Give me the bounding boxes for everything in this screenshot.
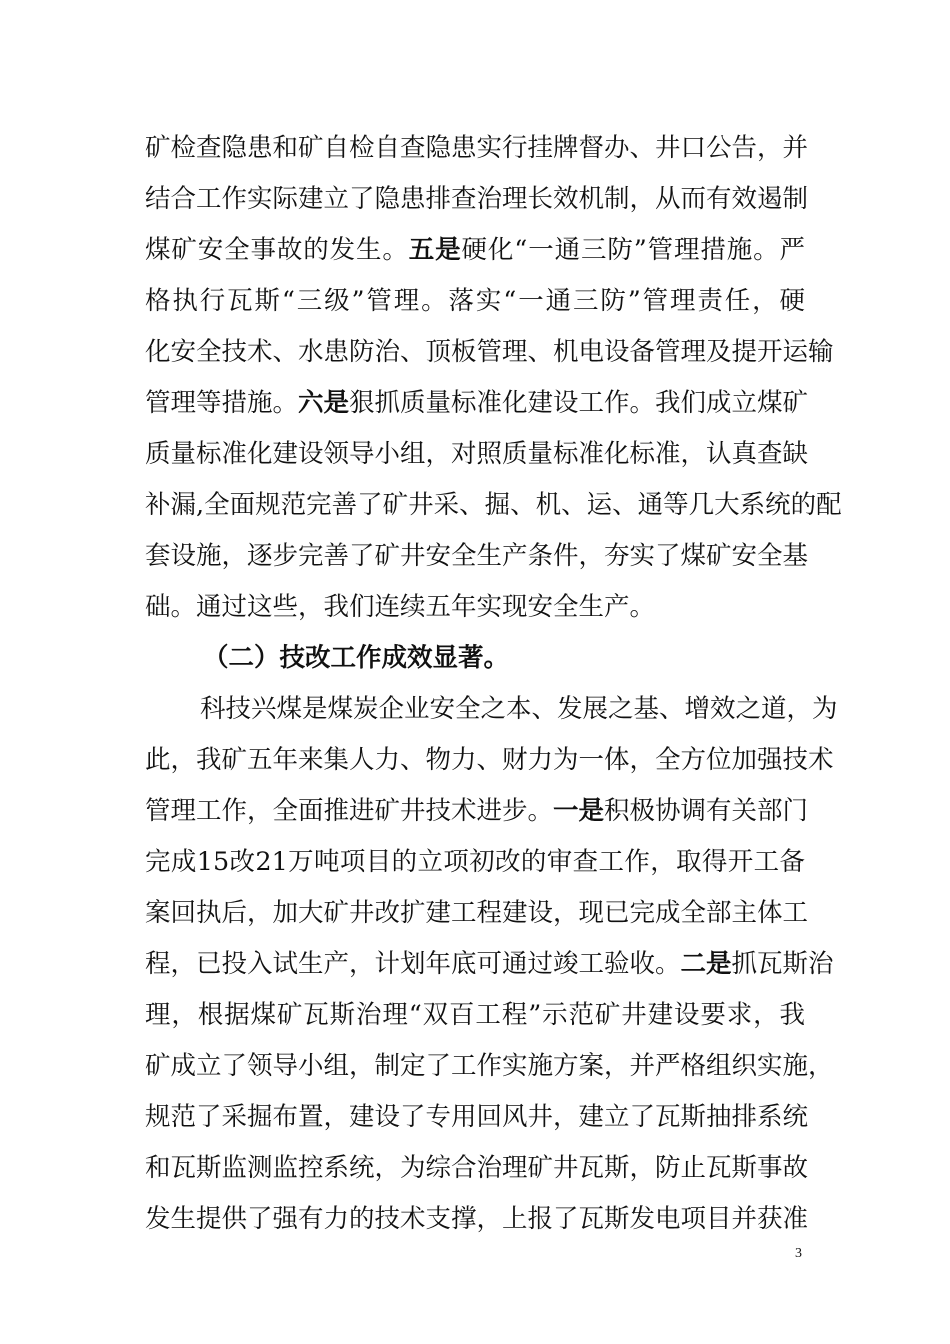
text-segment: 管理工作，全面推进矿井技术进步。 [145,796,554,826]
paragraph-line: 理，根据煤矿瓦斯治理“双百工程”示范矿井建设要求，我 [145,1000,805,1030]
text-segment: 抓瓦斯治 [731,949,834,979]
paragraph-line: 科技兴煤是煤炭企业安全之本、发展之基、增效之道，为 [200,694,838,724]
paragraph-line: 质量标准化建设领导小组，对照质量标准化标准，认真查缺 [145,439,809,469]
page-number: 3 [795,1246,802,1261]
paragraph-line: 案回执后，加大矿井改扩建工程建设，现已完成全部主体工 [145,898,809,928]
bold-marker: 五是 [408,235,462,265]
text-segment: 硬化“一通三防”管理措施。严 [461,235,805,265]
section-heading: （二）技改工作成效显著。 [203,643,510,673]
paragraph-line: 化安全技术、水患防治、顶板管理、机电设备管理及提开运输 [145,337,834,367]
bold-marker: 二是 [680,949,732,979]
text-segment: 狠抓质量标准化建设工作。我们成立煤矿 [349,388,809,418]
paragraph-line: 发生提供了强有力的技术支撑，上报了瓦斯发电项目并获准 [145,1204,809,1234]
paragraph-line [145,791,809,831]
paragraph-line [145,230,805,270]
paragraph-line [145,383,809,423]
text-segment: 积极协调有关部门 [604,796,809,826]
paragraph-line: 矿成立了领导小组，制定了工作实施方案，并严格组织实施， [145,1051,834,1081]
paragraph-line: 规范了采掘布置，建设了专用回风井，建立了瓦斯抽排系统 [145,1102,809,1132]
text-segment: 程，已投入试生产，计划年底可通过竣工验收。 [145,949,681,979]
paragraph-line: 矿检查隐患和矿自检自查隐患实行挂牌督办、井口公告，并 [145,133,809,163]
bold-marker: 一是 [553,796,605,826]
paragraph-line: 结合工作实际建立了隐患排查治理长效机制，从而有效遏制 [145,184,809,214]
paragraph-line: 完成15改21万吨项目的立项初改的审查工作，取得开工备 [145,847,805,877]
paragraph-line: 套设施，逐步完善了矿井安全生产条件，夯实了煤矿安全基 [145,541,809,571]
paragraph-line: 补漏,全面规范完善了矿井采、掘、机、运、通等几大系统的配 [145,490,842,520]
paragraph-line [145,944,834,984]
paragraph-line: 础。通过这些，我们连续五年实现安全生产。 [145,592,656,622]
paragraph-line: 格执行瓦斯“三级”管理。落实“一通三防”管理责任，硬 [145,286,805,316]
paragraph-line: 和瓦斯监测监控系统，为综合治理矿井瓦斯，防止瓦斯事故 [145,1153,809,1183]
paragraph-line: 此，我矿五年来集人力、物力、财力为一体，全方位加强技术 [145,745,834,775]
bold-marker: 六是 [298,388,350,418]
text-segment: 煤矿安全事故的发生。 [145,235,409,265]
text-segment: 管理等措施。 [145,388,299,418]
